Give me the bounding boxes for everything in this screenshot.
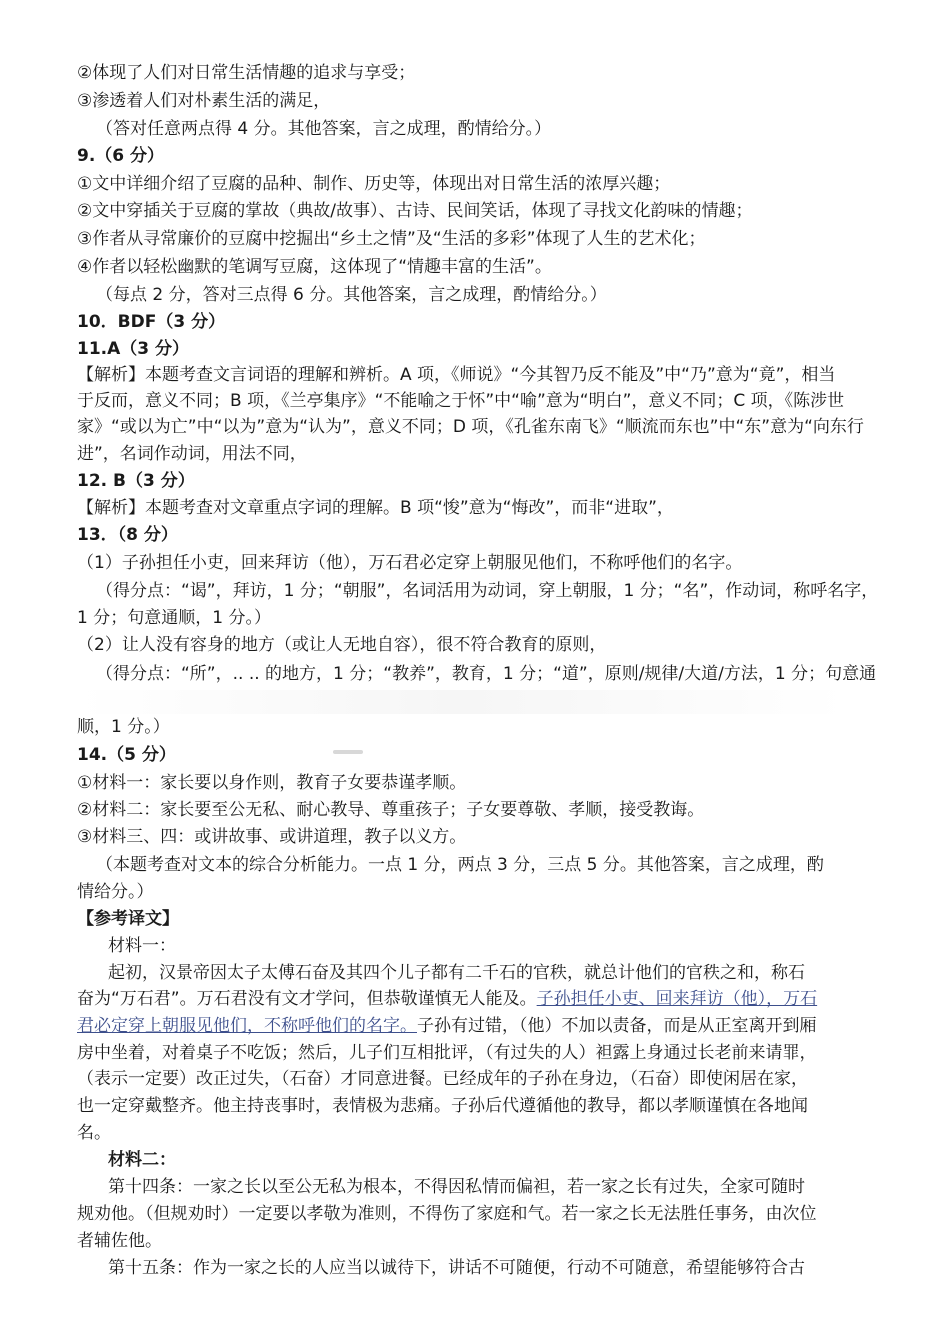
scoring-note: 1 分；句意通顺，1 分。） xyxy=(77,608,271,628)
reference-line: 规劝他。（但规劝时）一定要以孝敬为准则，不得伤了家庭和气。若一家之长无法胜任事务，由次位 xyxy=(77,1204,817,1224)
reference-line: 奋为“万石君”。万石君没有文才学问，但恭敬谨慎无人能及。子孙担任小吏、回来拜访（他），万石 xyxy=(77,989,818,1009)
reference-line: （表示一定要）改正过失，（石奋）才同意进餐。已经成年的子孙在身边，（石奋）即使闲居在家， xyxy=(77,1069,808,1089)
question-heading: 11.A（3 分） xyxy=(77,339,190,359)
answer-line: ②文中穿插关于豆腐的掌故（典故/故事）、古诗、民间笑话，体现了寻找文化韵味的情趣； xyxy=(77,201,753,221)
scoring-note: （得分点：“谒”，拜访，1 分；“朝服”，名词活用为动词，穿上朝服，1 分；“名”，作动词，称呼名字， xyxy=(96,581,879,601)
scoring-note: 情给分。） xyxy=(77,882,154,902)
answer-line: ④作者以轻松幽默的笔调写豆腐，这体现了“情趣丰富的生活”。 xyxy=(77,257,552,277)
highlighted-phrase: 君必定穿上朝服见他们，不称呼他们的名字。 xyxy=(77,1016,417,1036)
question-heading: 10．BDF（3 分） xyxy=(77,312,226,332)
scoring-note: （每点 2 分，答对三点得 6 分。其他答案，言之成理，酌情给分。） xyxy=(96,285,607,305)
scan-smudge xyxy=(333,750,363,754)
scoring-note: （答对任意两点得 4 分。其他答案，言之成理，酌情给分。） xyxy=(96,119,552,139)
reference-line: 名。 xyxy=(77,1123,111,1143)
scoring-note: （得分点：“所”，.. .. 的地方，1 分；“教养”，教育，1 分；“道”，原则/规律/大道/方法，1 分；句意通 xyxy=(96,664,877,684)
answer-line: ③作者从寻常廉价的豆腐中挖掘出“乡土之情”及“生活的多彩”体现了人生的艺术化； xyxy=(77,229,706,249)
translation-answer: （1）子孙担任小吏，回来拜访（他），万石君必定穿上朝服见他们，不称呼他们的名字。 xyxy=(77,553,743,573)
reference-line: 君必定穿上朝服见他们，不称呼他们的名字。子孙有过错，（他）不加以责备，而是从正室离开到厢 xyxy=(77,1016,817,1036)
reference-line: 者辅佐他。 xyxy=(77,1231,162,1251)
reference-line: 房中坐着，对着桌子不吃饭；然后，儿子们互相批评，（有过失的人）袒露上身通过长老前来请罪， xyxy=(77,1043,817,1063)
question-heading: 14.（5 分） xyxy=(77,745,176,765)
question-heading: 13．（8 分） xyxy=(77,525,178,545)
scoring-note: （本题考查对文本的综合分析能力。一点 1 分，两点 3 分，三点 5 分。其他答案，言之成理，酌 xyxy=(96,855,824,875)
analysis-line: 进”，名词作动词，用法不同， xyxy=(77,444,307,464)
answer-line: ③材料三、四：或讲故事、或讲道理，教子以义方。 xyxy=(77,827,467,847)
translation-answer: （2）让人没有容身的地方（或让人无地自容），很不符合教育的原则， xyxy=(77,635,607,655)
material-heading: 材料二： xyxy=(108,1150,176,1170)
reference-line: 起初，汉景帝因太子太傅石奋及其四个儿子都有二千石的官秩，就总计他们的官秩之和，称石 xyxy=(108,963,805,983)
section-heading: 【参考译文】 xyxy=(77,909,179,929)
answer-line: ①材料一：家长要以身作则，教育子女要恭谨孝顺。 xyxy=(77,773,467,793)
answer-line: ③渗透着人们对朴素生活的满足， xyxy=(77,91,331,111)
scan-shadow xyxy=(77,690,847,714)
answer-line: ②材料二：家长要至公无私、耐心教导、尊重孩子；子女要尊敬、孝顺，接受教诲。 xyxy=(77,800,705,820)
analysis-line: 于反而，意义不同；B 项，《兰亭集序》“不能喻之于怀”中“喻”意为“明白”，意义不同；C 项，《陈涉世 xyxy=(77,391,845,411)
analysis-line: 【解析】本题考查文言词语的理解和辨析。A 项，《师说》“今其智乃反不能及”中“乃”意为“竟”，相当 xyxy=(77,365,836,385)
answer-line: ②体现了人们对日常生活情趣的追求与享受； xyxy=(77,63,416,83)
analysis-line: 家》“或以为亡”中“以为”意为“认为”，意义不同；D 项，《孔雀东南飞》“顺流而东也”中“东”意为“向东行 xyxy=(77,417,864,437)
reference-line: 第十四条：一家之长以至公无私为根本，不得因私情而偏袒，若一家之长有过失，全家可随时 xyxy=(108,1177,805,1197)
scoring-note: 顺，1 分。） xyxy=(77,717,170,737)
question-heading: 9.（6 分） xyxy=(77,146,165,166)
analysis-line: 【解析】本题考查对文章重点字词的理解。B 项“悛”意为“悔改”，而非“进取”， xyxy=(77,498,674,518)
question-heading: 12. B（3 分） xyxy=(77,471,195,491)
reference-line: 也一定穿戴整齐。他主持丧事时，表情极为悲痛。子孙后代遵循他的教导，都以孝顺谨慎在各地闻 xyxy=(77,1096,808,1116)
highlighted-phrase: 子孙担任小吏、回来拜访（他），万石 xyxy=(536,989,818,1009)
material-heading: 材料一： xyxy=(108,936,176,956)
reference-line: 第十五条：作为一家之长的人应当以诚待下，讲话不可随便，行动不可随意，希望能够符合古 xyxy=(108,1258,805,1278)
answer-line: ①文中详细介绍了豆腐的品种、制作、历史等，体现出对日常生活的浓厚兴趣； xyxy=(77,174,671,194)
